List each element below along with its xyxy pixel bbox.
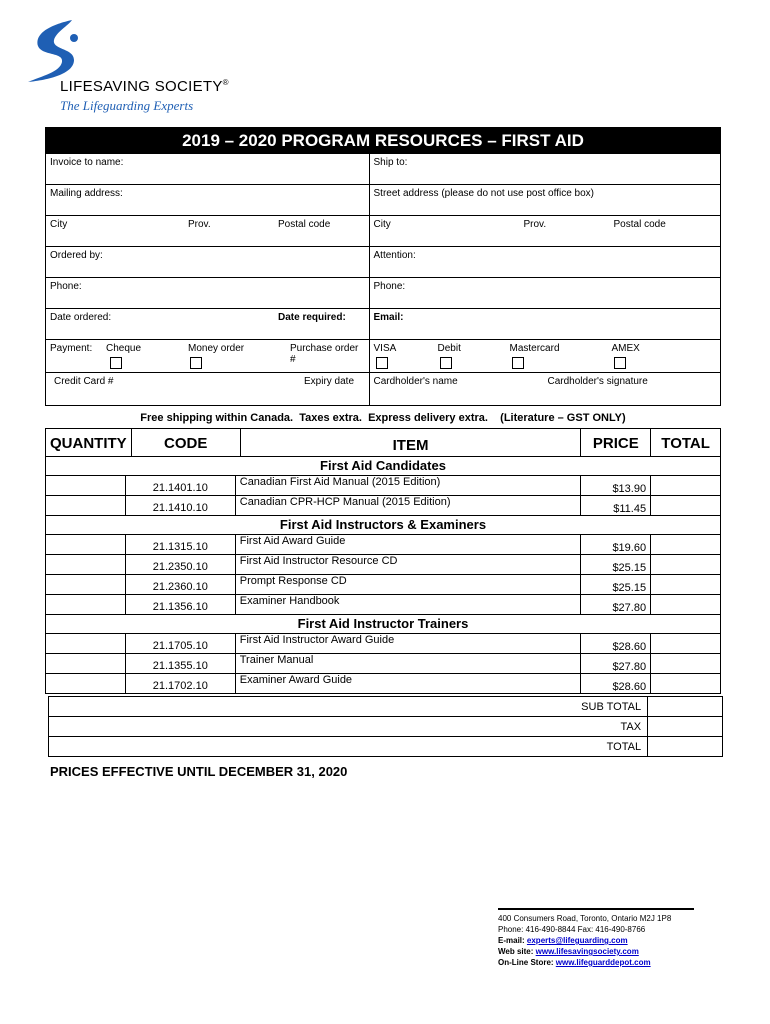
mastercard-checkbox[interactable] xyxy=(512,357,524,369)
debit-label: Debit xyxy=(437,343,461,354)
item-total-cell[interactable] xyxy=(651,554,721,574)
email-field[interactable]: Email: xyxy=(369,309,721,340)
item-row xyxy=(46,495,721,515)
logo-tagline: The Lifeguarding Experts xyxy=(60,98,194,113)
section-title: First Aid Instructor Trainers xyxy=(46,614,721,633)
ship-phone-field[interactable]: Phone: xyxy=(369,278,721,309)
order-form xyxy=(45,153,721,406)
item-total-cell[interactable] xyxy=(651,475,721,495)
date-ordered-label: Date ordered: xyxy=(50,312,112,323)
item-price: $28.60 xyxy=(581,673,651,693)
item-row xyxy=(46,653,721,673)
section-row xyxy=(46,614,721,633)
billing-postal-label: Postal code xyxy=(278,219,331,230)
items-body xyxy=(45,456,721,694)
payment-label: Payment: xyxy=(50,343,93,354)
mailing-address-field[interactable]: Mailing address: xyxy=(46,185,370,216)
item-total-cell[interactable] xyxy=(651,534,721,554)
payment-row xyxy=(46,340,370,373)
total-value[interactable] xyxy=(648,737,723,757)
cardholder-name-label: Cardholder's name xyxy=(373,376,458,387)
billing-prov-label: Prov. xyxy=(188,219,211,230)
quantity-cell[interactable] xyxy=(46,554,126,574)
item-price: $27.80 xyxy=(581,653,651,673)
cardholder-signature-label: Cardholder's signature xyxy=(547,376,648,387)
section-row xyxy=(46,456,721,475)
item-name: Examiner Award Guide xyxy=(235,673,580,693)
item-name: First Aid Instructor Resource CD xyxy=(235,554,580,574)
item-price: $25.15 xyxy=(581,574,651,594)
street-address-field[interactable]: Street address (please do not use post office box) xyxy=(369,185,721,216)
shipping-city-label: City xyxy=(373,219,391,230)
footer-rule xyxy=(498,908,694,910)
logo xyxy=(24,18,229,118)
money-order-checkbox[interactable] xyxy=(190,357,202,369)
footer-store-label: On-Line Store: xyxy=(498,958,554,967)
lifesaving-s-icon xyxy=(24,18,84,84)
amex-checkbox[interactable] xyxy=(614,357,626,369)
footer-email-link[interactable]: experts@lifeguarding.com xyxy=(526,936,628,945)
footer-store-link[interactable]: www.lifeguarddepot.com xyxy=(555,958,651,967)
ordered-by-field[interactable]: Ordered by: xyxy=(46,247,370,278)
item-name: Canadian CPR-HCP Manual (2015 Edition) xyxy=(235,495,580,515)
item-row xyxy=(46,534,721,554)
phone-field[interactable]: Phone: xyxy=(46,278,370,309)
card-type-row xyxy=(369,340,721,373)
footer-phone: Phone: 416-490-8844 Fax: 416-490-8766 xyxy=(498,925,646,934)
item-code: 21.1355.10 xyxy=(125,653,235,673)
billing-city-row[interactable] xyxy=(46,216,370,247)
prices-effective: PRICES EFFECTIVE UNTIL DECEMBER 31, 2020 xyxy=(50,764,348,779)
item-price: $19.60 xyxy=(581,534,651,554)
ship-to-field[interactable]: Ship to: xyxy=(369,154,721,185)
items-table xyxy=(45,428,721,457)
subtotal-label: SUB TOTAL xyxy=(49,697,648,717)
item-price: $25.15 xyxy=(581,554,651,574)
item-row xyxy=(46,673,721,693)
item-price: $28.60 xyxy=(581,633,651,653)
money-order-label: Money order xyxy=(188,343,245,354)
amex-label: AMEX xyxy=(611,343,640,354)
item-row xyxy=(46,554,721,574)
section-title: First Aid Instructors & Examiners xyxy=(46,515,721,534)
logo-trademark: ® xyxy=(222,78,229,87)
items-rows xyxy=(45,456,721,694)
item-total-cell[interactable] xyxy=(651,673,721,693)
item-row xyxy=(46,475,721,495)
item-code: 21.1356.10 xyxy=(125,594,235,614)
quantity-cell[interactable] xyxy=(46,475,126,495)
tax-value[interactable] xyxy=(648,717,723,737)
total-label: TOTAL xyxy=(49,737,648,757)
item-code: 21.2350.10 xyxy=(125,554,235,574)
item-name: Prompt Response CD xyxy=(235,574,580,594)
item-price: $13.90 xyxy=(581,475,651,495)
item-code: 21.1315.10 xyxy=(125,534,235,554)
item-price: $11.45 xyxy=(581,495,651,515)
tax-label: TAX xyxy=(49,717,648,737)
item-total-cell[interactable] xyxy=(651,633,721,653)
cheque-checkbox[interactable] xyxy=(110,357,122,369)
item-name: Canadian First Aid Manual (2015 Edition) xyxy=(235,475,580,495)
item-header: ITEM xyxy=(240,429,581,457)
footer-web-link[interactable]: www.lifesavingsociety.com xyxy=(535,947,639,956)
item-name: First Aid Award Guide xyxy=(235,534,580,554)
item-name: First Aid Instructor Award Guide xyxy=(235,633,580,653)
mastercard-label: Mastercard xyxy=(509,343,560,354)
totals-table xyxy=(48,696,723,757)
quantity-cell[interactable] xyxy=(46,534,126,554)
shipping-prov-label: Prov. xyxy=(523,219,547,230)
footer-web-label: Web site: xyxy=(498,947,534,956)
invoice-to-field[interactable]: Invoice to name: xyxy=(46,154,370,185)
item-code: 21.1702.10 xyxy=(125,673,235,693)
quantity-cell[interactable] xyxy=(46,673,126,693)
item-total-cell[interactable] xyxy=(651,594,721,614)
quantity-cell[interactable] xyxy=(46,633,126,653)
section-row xyxy=(46,515,721,534)
item-name: Trainer Manual xyxy=(235,653,580,673)
visa-checkbox[interactable] xyxy=(376,357,388,369)
subtotal-value[interactable] xyxy=(648,697,723,717)
cardholder-row[interactable] xyxy=(369,373,721,406)
item-code: 21.2360.10 xyxy=(125,574,235,594)
shipping-city-row[interactable] xyxy=(369,216,721,247)
quantity-cell[interactable] xyxy=(46,574,126,594)
item-code: 21.1410.10 xyxy=(125,495,235,515)
item-price: $27.80 xyxy=(581,594,651,614)
quantity-cell[interactable] xyxy=(46,495,126,515)
billing-city-label: City xyxy=(50,219,68,230)
credit-card-label: Credit Card # xyxy=(54,376,114,387)
item-row xyxy=(46,574,721,594)
date-required-label: Date required: xyxy=(278,312,346,323)
item-code: 21.1401.10 xyxy=(125,475,235,495)
price-header: PRICE xyxy=(581,429,651,457)
total-header: TOTAL xyxy=(651,429,721,457)
footer-email-label: E-mail: xyxy=(498,936,525,945)
expiry-label: Expiry date xyxy=(304,376,355,387)
purchase-order-label: Purchase order # xyxy=(290,343,359,365)
attention-field[interactable]: Attention: xyxy=(369,247,721,278)
shipping-note: Free shipping within Canada. Taxes extra. Express delivery extra. (Literature – GST ONLY) xyxy=(140,412,626,424)
logo-name: LIFESAVING SOCIETY xyxy=(60,78,223,95)
code-header: CODE xyxy=(131,429,240,457)
visa-label: VISA xyxy=(373,343,397,354)
item-row xyxy=(46,594,721,614)
section-title: First Aid Candidates xyxy=(46,456,721,475)
item-total-cell[interactable] xyxy=(651,574,721,594)
quantity-header: QUANTITY xyxy=(46,429,132,457)
credit-card-row[interactable] xyxy=(46,373,370,406)
debit-checkbox[interactable] xyxy=(440,357,452,369)
cheque-label: Cheque xyxy=(106,343,142,354)
date-row[interactable] xyxy=(46,309,370,340)
page-title: 2019 – 2020 PROGRAM RESOURCES – FIRST AID xyxy=(45,127,721,153)
item-code: 21.1705.10 xyxy=(125,633,235,653)
shipping-postal-label: Postal code xyxy=(613,219,666,230)
item-total-cell[interactable] xyxy=(651,495,721,515)
footer-contact xyxy=(498,913,738,968)
quantity-cell[interactable] xyxy=(46,594,126,614)
item-name: Examiner Handbook xyxy=(235,594,580,614)
footer-address: 400 Consumers Road, Toronto, Ontario M2J 1P8 xyxy=(498,914,672,923)
item-total-cell[interactable] xyxy=(651,653,721,673)
item-row xyxy=(46,633,721,653)
quantity-cell[interactable] xyxy=(46,653,126,673)
